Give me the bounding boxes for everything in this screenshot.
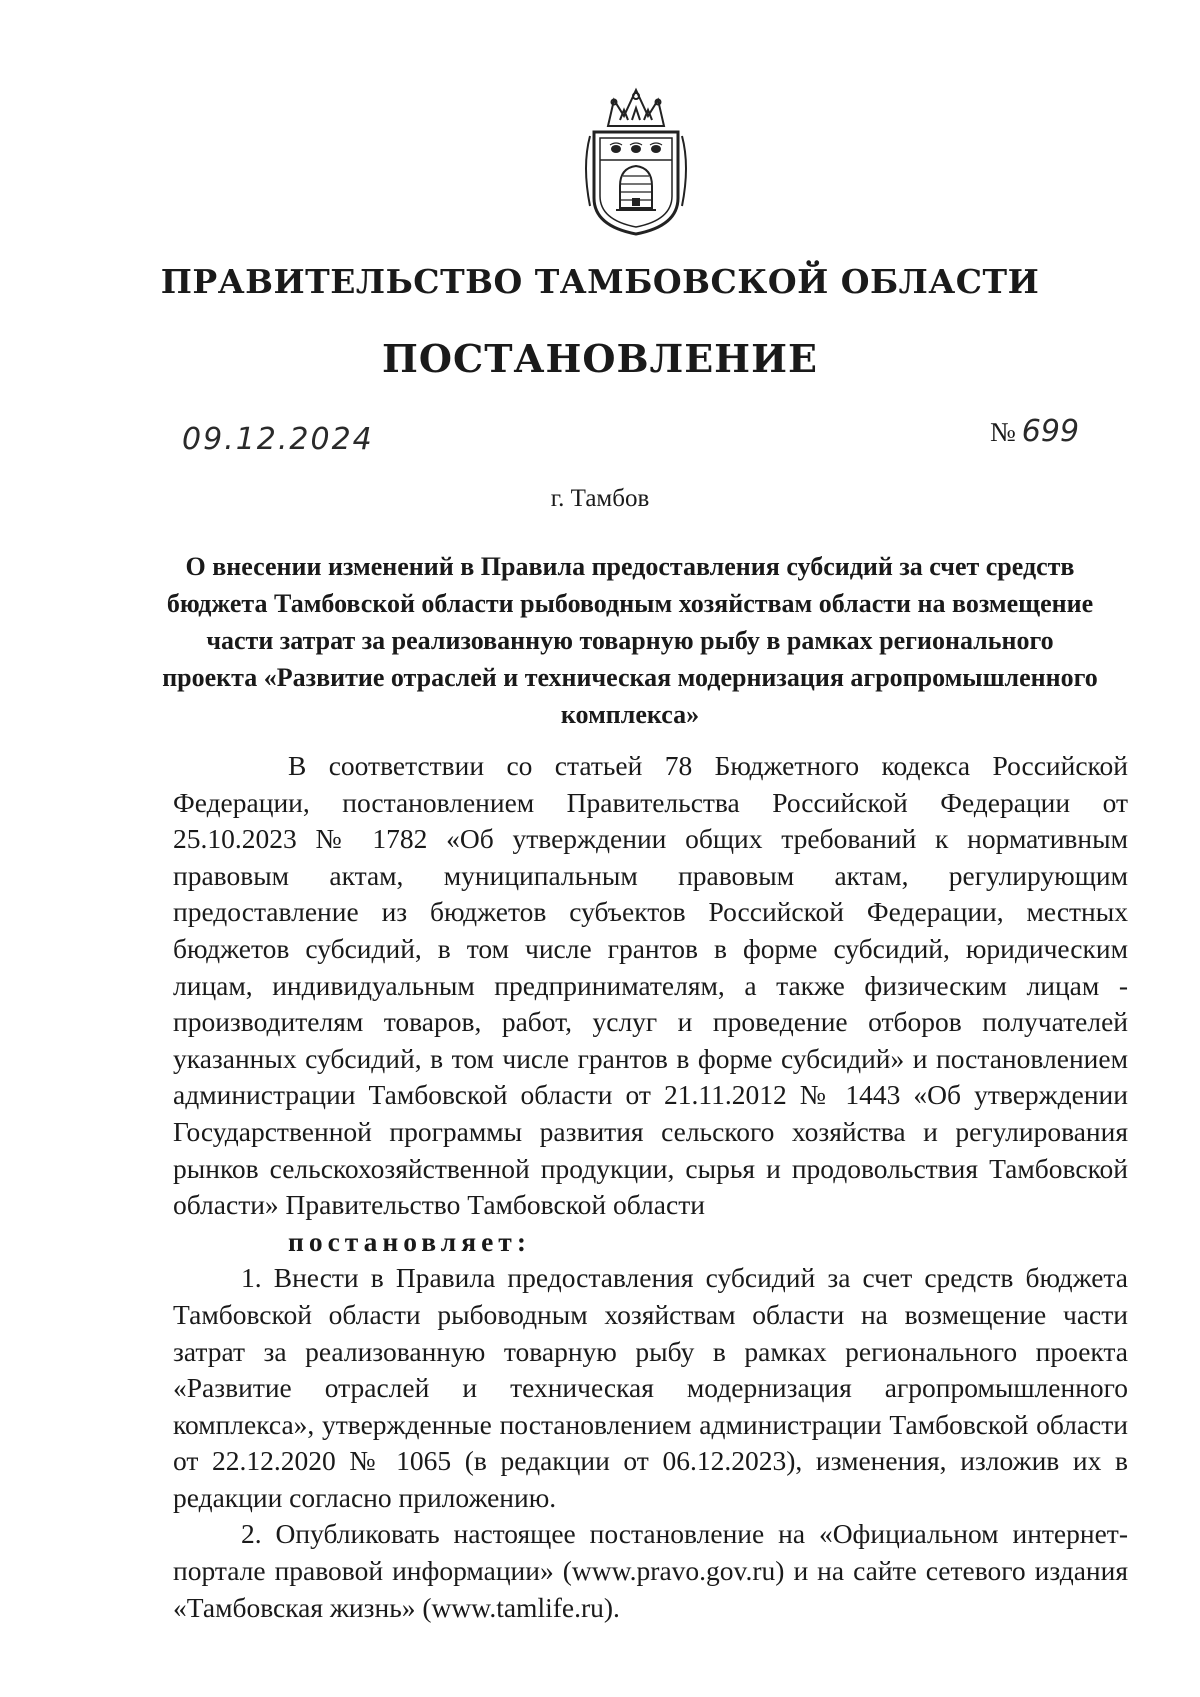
number-value: 699 bbox=[1021, 414, 1080, 449]
document-subject: О внесении изменений в Правила предоставления субсидий за счет средств бюджета Тамбовской области рыбоводным хозяйствам области на возмещение части затрат за реализованную товарную рыбу в рамках регионального проекта «Развитие отраслей и техническая модернизация агропромышленного комплекса» bbox=[162, 552, 1098, 729]
item-1-paragraph: 1. Внести в Правила предоставления субсидий за счет средств бюджета Тамбовской области рыбоводным хозяйствам области на возмещение части затрат за реализованную товарную рыбу в рамках регионального проекта «Развитие отраслей и техническая модернизация агропромышленного комплекса», утвержденные постановлением администрации Тамбовской области от 22.12.2020 № 1065 (в редакции от 06.12.2023), изменения, изложив их в редакции согласно приложению. bbox=[173, 1262, 1128, 1513]
city-line: г. Тамбов bbox=[550, 485, 650, 512]
government-title: ПРАВИТЕЛЬСТВО ТАМБОВСКОЙ ОБЛАСТИ bbox=[160, 262, 1040, 301]
document-body bbox=[173, 748, 1128, 1626]
document-date: 09.12.2024 bbox=[182, 422, 374, 457]
preamble-text: В соответствии со статьей 78 Бюджетного кодекса Российской Федерации, постановлением Правительства Российской Федерации от 25.10.2023 № 1782 «Об утверждении общих требований к нормативным правовым актам, муниципальным правовым актам, регулирующим предоставление из бюджетов субъектов Российской Федерации, местных бюджетов субсидий, в том числе грантов в форме субсидий, юридическим лицам, индивидуальным предпринимателям, а также физическим лицам - производителям товаров, работ, услуг и проведение отборов получателей указанных субсидий, в том числе грантов в форме субсидий» и постановлением администрации Тамбовской области от 21.11.2012 № 1443 «Об утверждении Государственной программы развития сельского хозяйства и регулирования рынков сельскохозяйственной продукции, сырья и продовольствия Тамбовской области» Правительство Тамбовской области bbox=[173, 750, 1128, 1221]
document-type-title: ПОСТАНОВЛЕНИЕ bbox=[382, 336, 818, 381]
item-2-paragraph: 2. Опубликовать настоящее постановление на «Официальном интернет-портале правовой информации» (www.pravo.gov.ru) и на сайте сетевого издания «Тамбовская жизнь» (www.tamlife.ru). bbox=[173, 1518, 1128, 1623]
decree-word: постановляет: bbox=[288, 1225, 531, 1257]
number-sign: № bbox=[990, 417, 1016, 447]
preamble-paragraph bbox=[173, 748, 1128, 1260]
document-number bbox=[990, 414, 1079, 449]
coat-of-arms-icon bbox=[580, 86, 692, 238]
